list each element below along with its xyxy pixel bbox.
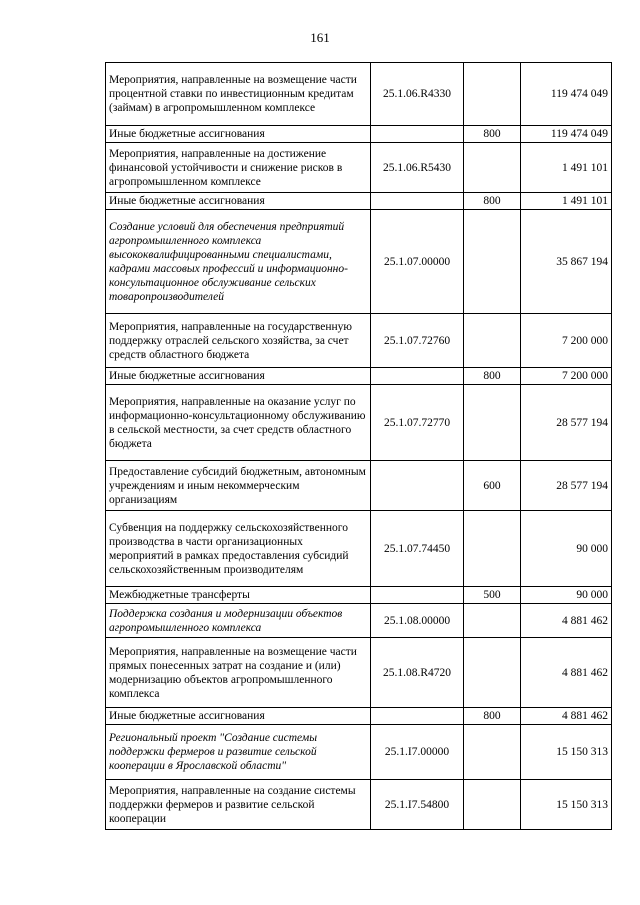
table-row — [106, 368, 612, 385]
page-number: 161 — [310, 30, 330, 45]
row-amount-cell: 15 150 313 — [521, 725, 612, 780]
row-name-cell: Создание условий для обеспечения предприятий агропромышленного комплекса высококвалифицированными специалистами, кадрами массовых профессий и информационно-консультационное обслуживание сельских товаропроизводителей — [106, 210, 371, 314]
table-row — [106, 461, 612, 511]
row-code-cell: 25.1.06.R4330 — [371, 63, 464, 126]
row-code-cell — [371, 461, 464, 511]
row-code-cell — [371, 587, 464, 604]
row-amount-cell: 28 577 194 — [521, 461, 612, 511]
table-row — [106, 210, 612, 314]
table-row — [106, 511, 612, 587]
table-row — [106, 587, 612, 604]
table-row — [106, 708, 612, 725]
budget-table — [105, 62, 612, 830]
row-expense-type-cell — [464, 143, 521, 193]
row-expense-type-cell — [464, 725, 521, 780]
row-name-cell: Поддержка создания и модернизации объектов агропромышленного комплекса — [106, 604, 371, 638]
row-amount-cell: 90 000 — [521, 587, 612, 604]
row-amount-cell: 4 881 462 — [521, 708, 612, 725]
row-name-cell: Мероприятия, направленные на государственную поддержку отраслей сельского хозяйства, за счет средств областного бюджета — [106, 314, 371, 368]
row-amount-cell: 35 867 194 — [521, 210, 612, 314]
row-code-cell: 25.1.07.74450 — [371, 511, 464, 587]
row-expense-type-cell — [464, 314, 521, 368]
row-expense-type-cell — [464, 780, 521, 830]
row-expense-type-cell: 500 — [464, 587, 521, 604]
row-code-cell: 25.1.07.72770 — [371, 385, 464, 461]
row-code-cell: 25.1.08.R4720 — [371, 638, 464, 708]
row-code-cell — [371, 126, 464, 143]
row-amount-cell: 119 474 049 — [521, 126, 612, 143]
row-amount-cell: 28 577 194 — [521, 385, 612, 461]
row-expense-type-cell — [464, 210, 521, 314]
row-code-cell: 25.1.06.R5430 — [371, 143, 464, 193]
row-expense-type-cell: 800 — [464, 126, 521, 143]
table-row — [106, 385, 612, 461]
row-expense-type-cell — [464, 511, 521, 587]
row-code-cell — [371, 708, 464, 725]
row-code-cell: 25.1.I7.00000 — [371, 725, 464, 780]
row-name-cell: Межбюджетные трансферты — [106, 587, 371, 604]
row-name-cell: Мероприятия, направленные на создание системы поддержки фермеров и развитие сельской кооперации — [106, 780, 371, 830]
row-amount-cell: 1 491 101 — [521, 193, 612, 210]
row-name-cell: Мероприятия, направленные на достижение финансовой устойчивости и снижение рисков в агропромышленном комплексе — [106, 143, 371, 193]
row-amount-cell: 4 881 462 — [521, 604, 612, 638]
table-row — [106, 143, 612, 193]
row-expense-type-cell: 600 — [464, 461, 521, 511]
table-row — [106, 780, 612, 830]
row-name-cell: Предоставление субсидий бюджетным, автономным учреждениям и иным некоммерческим организациям — [106, 461, 371, 511]
row-amount-cell: 119 474 049 — [521, 63, 612, 126]
table-row — [106, 725, 612, 780]
row-code-cell: 25.1.07.72760 — [371, 314, 464, 368]
row-code-cell: 25.1.08.00000 — [371, 604, 464, 638]
row-amount-cell: 1 491 101 — [521, 143, 612, 193]
row-name-cell: Иные бюджетные ассигнования — [106, 708, 371, 725]
row-expense-type-cell — [464, 385, 521, 461]
row-expense-type-cell — [464, 63, 521, 126]
row-name-cell: Мероприятия, направленные на возмещение части процентной ставки по инвестиционным кредитам (займам) в агропромышленном комплексе — [106, 63, 371, 126]
row-name-cell: Иные бюджетные ассигнования — [106, 193, 371, 210]
row-code-cell — [371, 193, 464, 210]
table-row — [106, 63, 612, 126]
table-row — [106, 638, 612, 708]
budget-table-body — [106, 63, 612, 830]
table-row — [106, 604, 612, 638]
row-code-cell: 25.1.I7.54800 — [371, 780, 464, 830]
row-amount-cell: 7 200 000 — [521, 368, 612, 385]
row-code-cell: 25.1.07.00000 — [371, 210, 464, 314]
row-name-cell: Иные бюджетные ассигнования — [106, 126, 371, 143]
row-expense-type-cell: 800 — [464, 708, 521, 725]
row-name-cell: Иные бюджетные ассигнования — [106, 368, 371, 385]
table-row — [106, 193, 612, 210]
row-code-cell — [371, 368, 464, 385]
row-expense-type-cell: 800 — [464, 368, 521, 385]
row-name-cell: Мероприятия, направленные на оказание услуг по информационно-консультационному обслуживанию в сельской местности, за счет средств областного бюджета — [106, 385, 371, 461]
row-amount-cell: 7 200 000 — [521, 314, 612, 368]
row-name-cell: Мероприятия, направленные на возмещение части прямых понесенных затрат на создание и (или) модернизацию объектов агропромышленного комплекса — [106, 638, 371, 708]
row-amount-cell: 4 881 462 — [521, 638, 612, 708]
row-amount-cell: 15 150 313 — [521, 780, 612, 830]
row-expense-type-cell: 800 — [464, 193, 521, 210]
row-name-cell: Субвенция на поддержку сельскохозяйственного производства в части организационных мероприятий в рамках предоставления субсидий сельскохозяйственным производителям — [106, 511, 371, 587]
row-name-cell: Региональный проект "Создание системы поддержки фермеров и развитие сельской кооперации в Ярославской области" — [106, 725, 371, 780]
table-row — [106, 126, 612, 143]
row-expense-type-cell — [464, 604, 521, 638]
table-row — [106, 314, 612, 368]
row-expense-type-cell — [464, 638, 521, 708]
row-amount-cell: 90 000 — [521, 511, 612, 587]
